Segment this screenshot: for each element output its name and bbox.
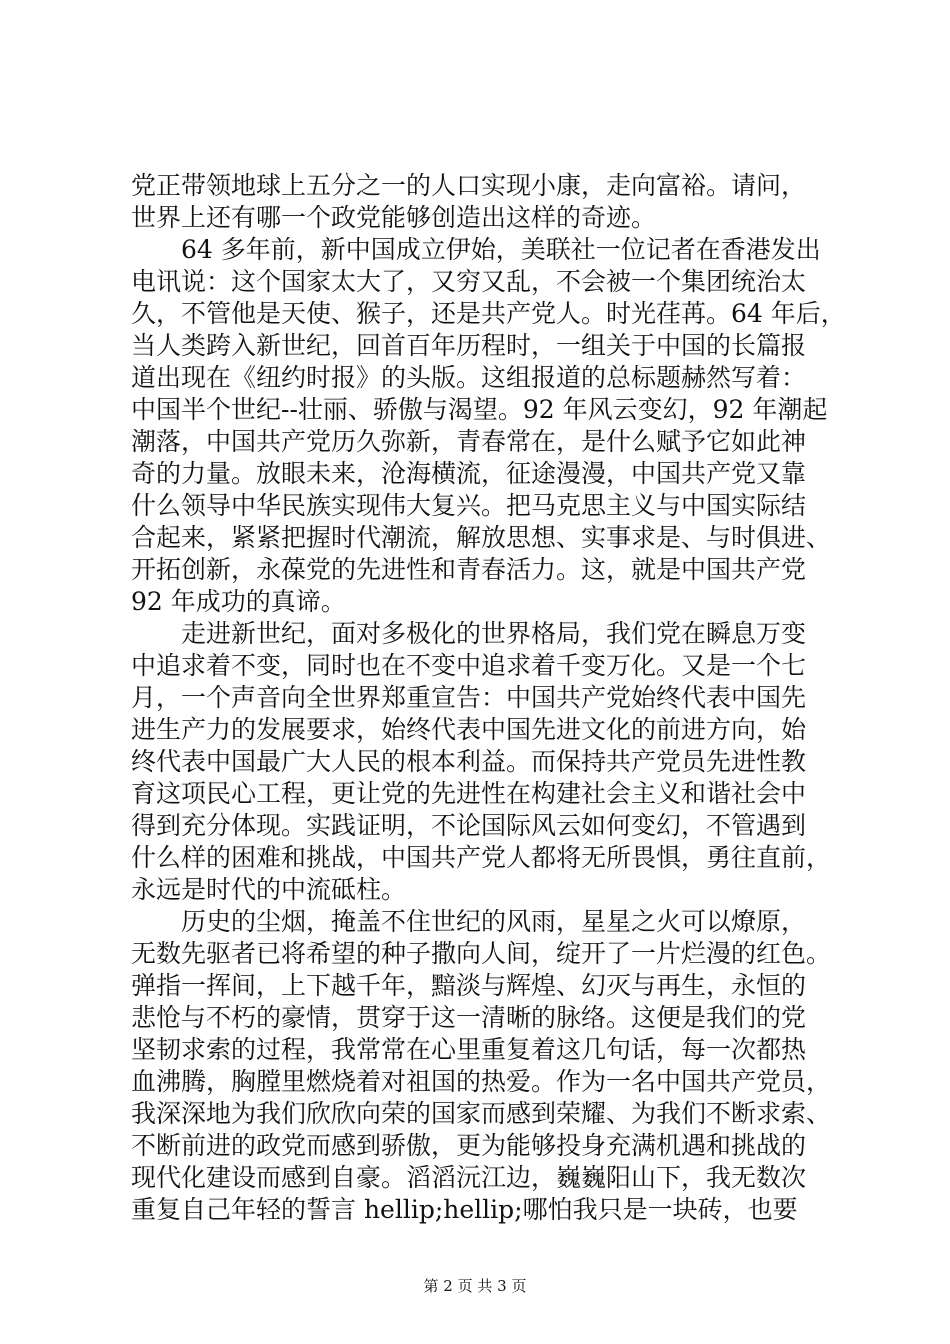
text-line: 开拓创新，永葆党的先进性和青春活力。这，就是中国共产党: [131, 555, 807, 584]
text-line: 悲怆与不朽的豪情，贯穿于这一清晰的脉络。这便是我们的党: [131, 1003, 807, 1032]
text-line: 无数先驱者已将希望的种子撒向人间，绽开了一片烂漫的红色。: [131, 939, 832, 968]
text-line: 奇的力量。放眼未来，沧海横流，征途漫漫，中国共产党又靠: [131, 459, 807, 488]
text-line: 中国半个世纪--壮丽、骄傲与渴望。92 年风云变幻，92 年潮起: [131, 395, 828, 424]
text-line: 我深深地为我们欣欣向荣的国家而感到荣耀、为我们不断求索、: [131, 1099, 832, 1128]
text-line: 当人类跨入新世纪，回首百年历程时，一组关于中国的长篇报: [131, 331, 807, 360]
text-line: 电讯说：这个国家太大了，又穷又乱，不会被一个集团统治太: [131, 267, 807, 296]
text-line: 党正带领地球上五分之一的人口实现小康，走向富裕。请问，: [131, 171, 807, 200]
text-line: 中追求着不变，同时也在不变中追求着千变万化。又是一个七: [131, 651, 807, 680]
text-line: 终代表中国最广大人民的根本利益。而保持共产党员先进性教: [131, 747, 807, 776]
text-line: 现代化建设而感到自豪。滔滔沅江边，巍巍阳山下，我无数次: [131, 1163, 807, 1192]
text-line: 进生产力的发展要求，始终代表中国先进文化的前进方向，始: [131, 715, 807, 744]
text-line: 得到充分体现。实践证明，不论国际风云如何变幻，不管遇到: [131, 811, 807, 840]
text-line: 不断前进的政党而感到骄傲，更为能够投身充满机遇和挑战的: [131, 1131, 807, 1160]
paragraph: [131, 906, 831, 1226]
page-footer: [0, 1276, 950, 1296]
text-line: 92 年成功的真谛。: [131, 587, 346, 616]
document-body: [131, 170, 846, 1226]
page-number-indicator: 第 2 页 共 3 页: [423, 1277, 527, 1295]
text-line: 永远是时代的中流砥柱。: [131, 875, 407, 904]
text-line: 64 多年前，新中国成立伊始，美联社一位记者在香港发出: [181, 235, 821, 264]
text-line: 历史的尘烟，掩盖不住世纪的风雨，星星之火可以燎原，: [181, 907, 807, 936]
text-line: 世界上还有哪一个政党能够创造出这样的奇迹。: [131, 203, 657, 232]
text-line: 什么样的困难和挑战，中国共产党人都将无所畏惧，勇往直前，: [131, 843, 832, 872]
paragraph: [131, 234, 846, 618]
paragraph: [131, 170, 831, 234]
text-line: 弹指一挥间，上下越千年，黯淡与辉煌、幻灭与再生，永恒的: [131, 971, 807, 1000]
text-line: 重复自己年轻的誓言 hellip;hellip;哪怕我只是一块砖，也要: [131, 1195, 798, 1224]
text-line: 什么领导中华民族实现伟大复兴。把马克思主义与中国实际结: [131, 491, 807, 520]
text-line: 久，不管他是天使、猴子，还是共产党人。时光荏苒。64 年后，: [131, 299, 846, 328]
text-line: 血沸腾，胸膛里燃烧着对祖国的热爱。作为一名中国共产党员，: [131, 1067, 832, 1096]
text-line: 月，一个声音向全世界郑重宣告：中国共产党始终代表中国先: [131, 683, 807, 712]
text-line: 潮落，中国共产党历久弥新，青春常在，是什么赋予它如此神: [131, 427, 807, 456]
paragraph: [131, 618, 831, 906]
text-line: 育这项民心工程，更让党的先进性在构建社会主义和谐社会中: [131, 779, 807, 808]
text-line: 走进新世纪，面对多极化的世界格局，我们党在瞬息万变: [181, 619, 807, 648]
text-line: 合起来，紧紧把握时代潮流，解放思想、实事求是、与时俱进、: [131, 523, 832, 552]
text-line: 坚韧求索的过程，我常常在心里重复着这几句话，每一次都热: [131, 1035, 807, 1064]
text-line: 道出现在《纽约时报》的头版。这组报道的总标题赫然写着：: [131, 363, 807, 392]
